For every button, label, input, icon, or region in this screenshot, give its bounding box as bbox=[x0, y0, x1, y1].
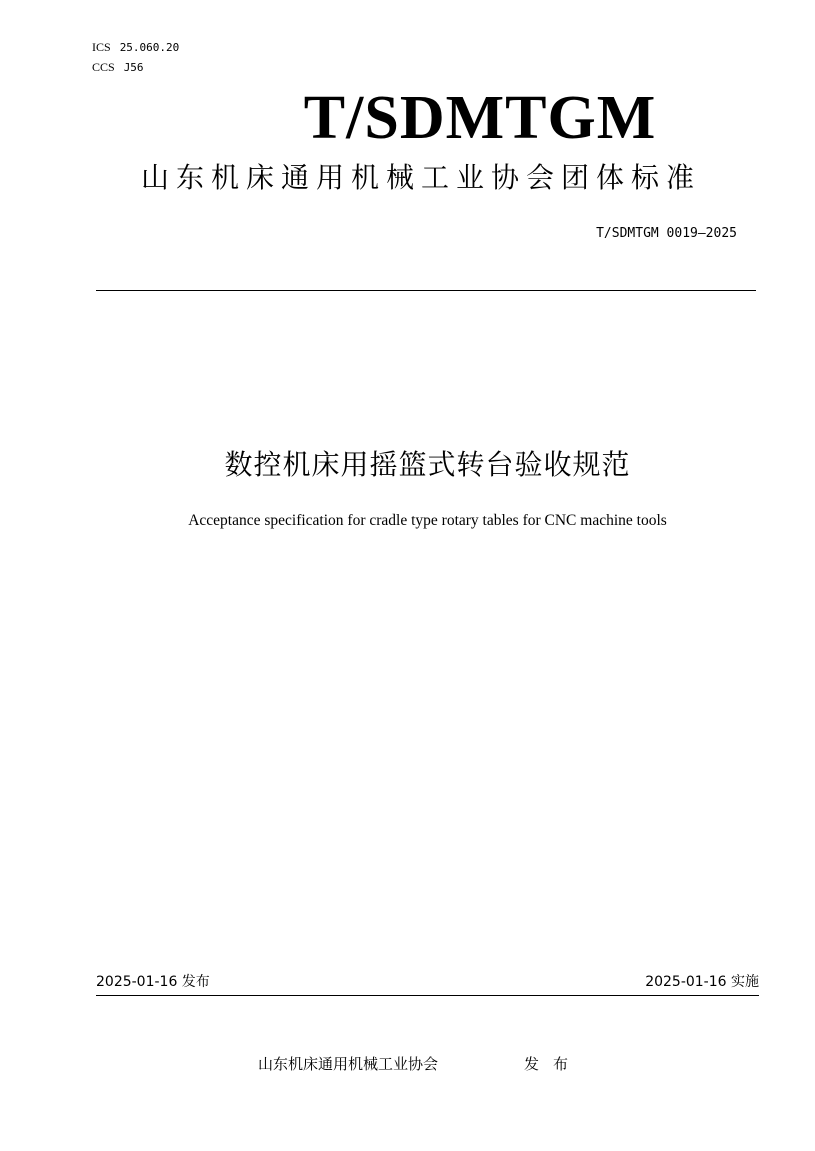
bottom-divider bbox=[96, 995, 759, 996]
ics-label: ICS bbox=[92, 40, 111, 54]
document-number: T/SDMTGM 0019—2025 bbox=[596, 226, 737, 241]
implement-date: 2025-01-16 实施 bbox=[645, 974, 759, 990]
document-title-chinese: 数控机床用摇篮式转台验收规范 bbox=[224, 448, 631, 481]
issuer-name: 山东机床通用机械工业协会 bbox=[258, 1055, 439, 1073]
top-divider bbox=[96, 290, 756, 291]
document-title-english: Acceptance specification for cradle type rotary tables for CNC machine tools bbox=[188, 512, 667, 529]
ccs-value: J56 bbox=[123, 61, 144, 74]
publish-date: 2025-01-16 发布 bbox=[96, 974, 210, 990]
ccs-line bbox=[92, 60, 144, 75]
ccs-label: CCS bbox=[92, 60, 115, 74]
standard-code: T/SDMTGM bbox=[303, 84, 657, 152]
ics-value: 25.060.20 bbox=[119, 41, 180, 54]
ics-line bbox=[92, 40, 179, 55]
organization-standard-title: 山东机床通用机械工业协会团体标准 bbox=[140, 161, 701, 194]
issuer-action: 发布 bbox=[524, 1055, 583, 1073]
